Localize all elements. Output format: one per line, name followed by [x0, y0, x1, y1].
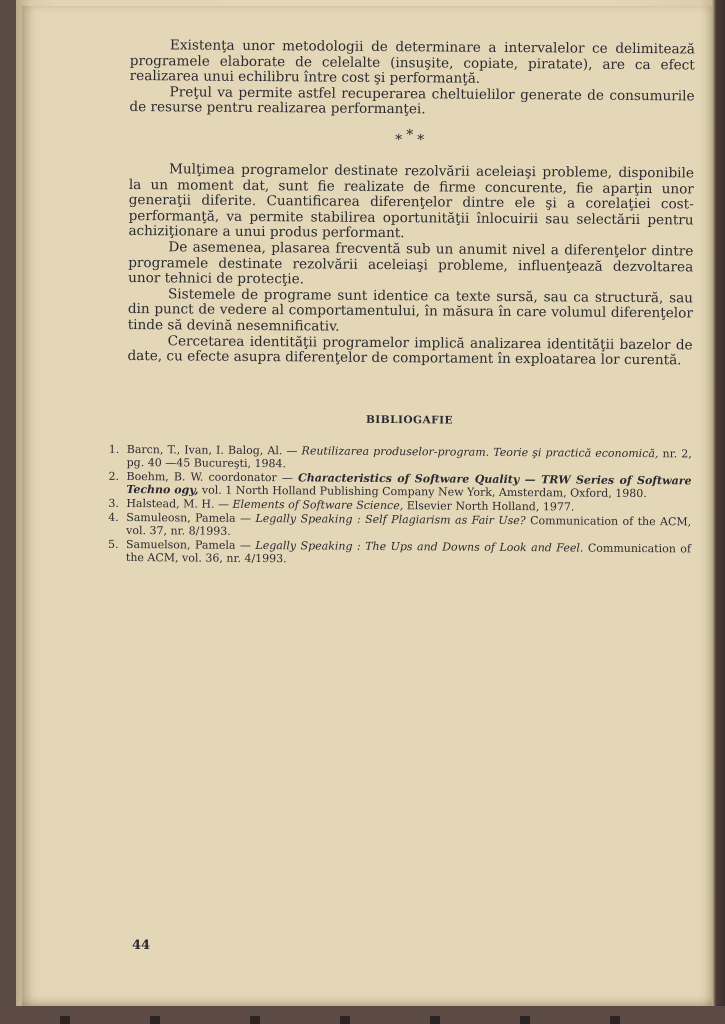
entry-authors: Boehm, B. W. coordonator —: [126, 470, 299, 485]
paragraph: De asemenea, plasarea frecventă sub un anumit nivel a diferenţelor dintre programele destinate rezolvării aceleiaşi probleme, influenţează dezvoltarea unor tehnici de protecţie.: [128, 239, 694, 288]
entry-authors: Samuleosn, Pamela —: [126, 511, 256, 526]
entry-title: Characteristics of Software Quality — TRW Series of Software Techno ogy,: [126, 471, 692, 497]
entry-number: 5.: [107, 537, 119, 552]
entry-number: 4.: [108, 511, 119, 525]
entry-title: Legally Speaking : The Ups and Downs of Look and Feel.: [255, 539, 584, 555]
entry-details: Communication of the ACM, vol. 36, nr. 4/1993.: [125, 541, 692, 565]
separator-star: *: [417, 132, 429, 149]
entry-number: 1.: [108, 443, 120, 457]
edge-mark: [150, 1016, 160, 1024]
entry-title: Legally Speaking : Self Plagiarism as Fair Use?: [255, 512, 526, 528]
entry-title: Reutilizarea produselor-program. Teorie şi practică economică,: [301, 444, 659, 461]
entry-details: Communication of the ACM, vol. 37, nr. 8/1993.: [126, 514, 692, 538]
separator-star: *: [406, 127, 418, 144]
scan-bottom-edge: [0, 1006, 725, 1024]
page-number: 44: [132, 938, 151, 953]
bibliography-entry: [108, 511, 692, 541]
section-separator: [129, 127, 694, 150]
paragraph: Existenţa unor metodologii de determinare a intervalelor ce delimitează programele elaborate de celelalte (insuşite, copiate, piratate), are ca efect realizarea unui echilibru între cost şi performanţă.: [129, 37, 695, 87]
paragraph: Mulţimea programelor destinate rezolvării aceleiaşi probleme, disponibile la un moment dat, sunt fie realizate de firme concurente, fie aparţin unor generaţii diferite. Cuantificarea diferenţelor dintre ele şi a corelaţiei cost-performanţă, va permite stabilirea oportunităţii înlocuirii sau selectării pentru achiziţionare a unui produs performant.: [128, 161, 695, 242]
entry-authors: Barcn, T., Ivan, I. Balog, Al. —: [126, 443, 302, 458]
bibliography-entry: [107, 537, 692, 568]
entry-authors: Samuelson, Pamela —: [125, 538, 256, 553]
edge-mark: [610, 1016, 620, 1024]
edge-mark: [520, 1016, 530, 1024]
entry-title: Elements of Software Science,: [232, 497, 404, 513]
bibliography-title: BIBLIOGAFIE: [365, 413, 454, 427]
page-body: [107, 37, 695, 570]
entry-details: vol. 1 North Holland Publishing Company New York, Amsterdam, Oxford, 1980.: [198, 483, 647, 500]
entry-number: 2.: [108, 469, 120, 484]
bibliography-entry: [108, 469, 692, 500]
entry-number: 3.: [108, 496, 119, 510]
edge-mark: [250, 1016, 260, 1024]
edge-mark: [340, 1016, 350, 1024]
paragraph: Sistemele de programe sunt identice ca texte sursă, sau ca structură, sau din punct de vedere al comportamentului, în măsura în care volumul diferenţelor tinde să devină nesemnificativ.: [127, 286, 694, 335]
edge-mark: [430, 1016, 440, 1024]
bibliography-list: [107, 443, 692, 568]
paragraph: Cercetarea identităţii programelor implică analizarea identităţii bazelor de date, cu efecte asupra diferenţelor de comportament în exploatarea lor curentă.: [127, 332, 693, 369]
edge-mark: [60, 1016, 70, 1024]
bibliography-entry: [108, 443, 692, 473]
entry-details: Elsevier North Holland, 1977.: [403, 499, 575, 514]
separator-star: *: [395, 132, 407, 149]
paragraph: Preţul va permite astfel recuperarea cheltuielilor generate de consumurile de resurse pentru realizarea performanţei.: [129, 84, 695, 118]
entry-authors: Halstead, M. H. —: [126, 496, 233, 511]
entry-details: nr. 2, pg. 40 —45 Bucureşti, 1984.: [126, 447, 692, 470]
